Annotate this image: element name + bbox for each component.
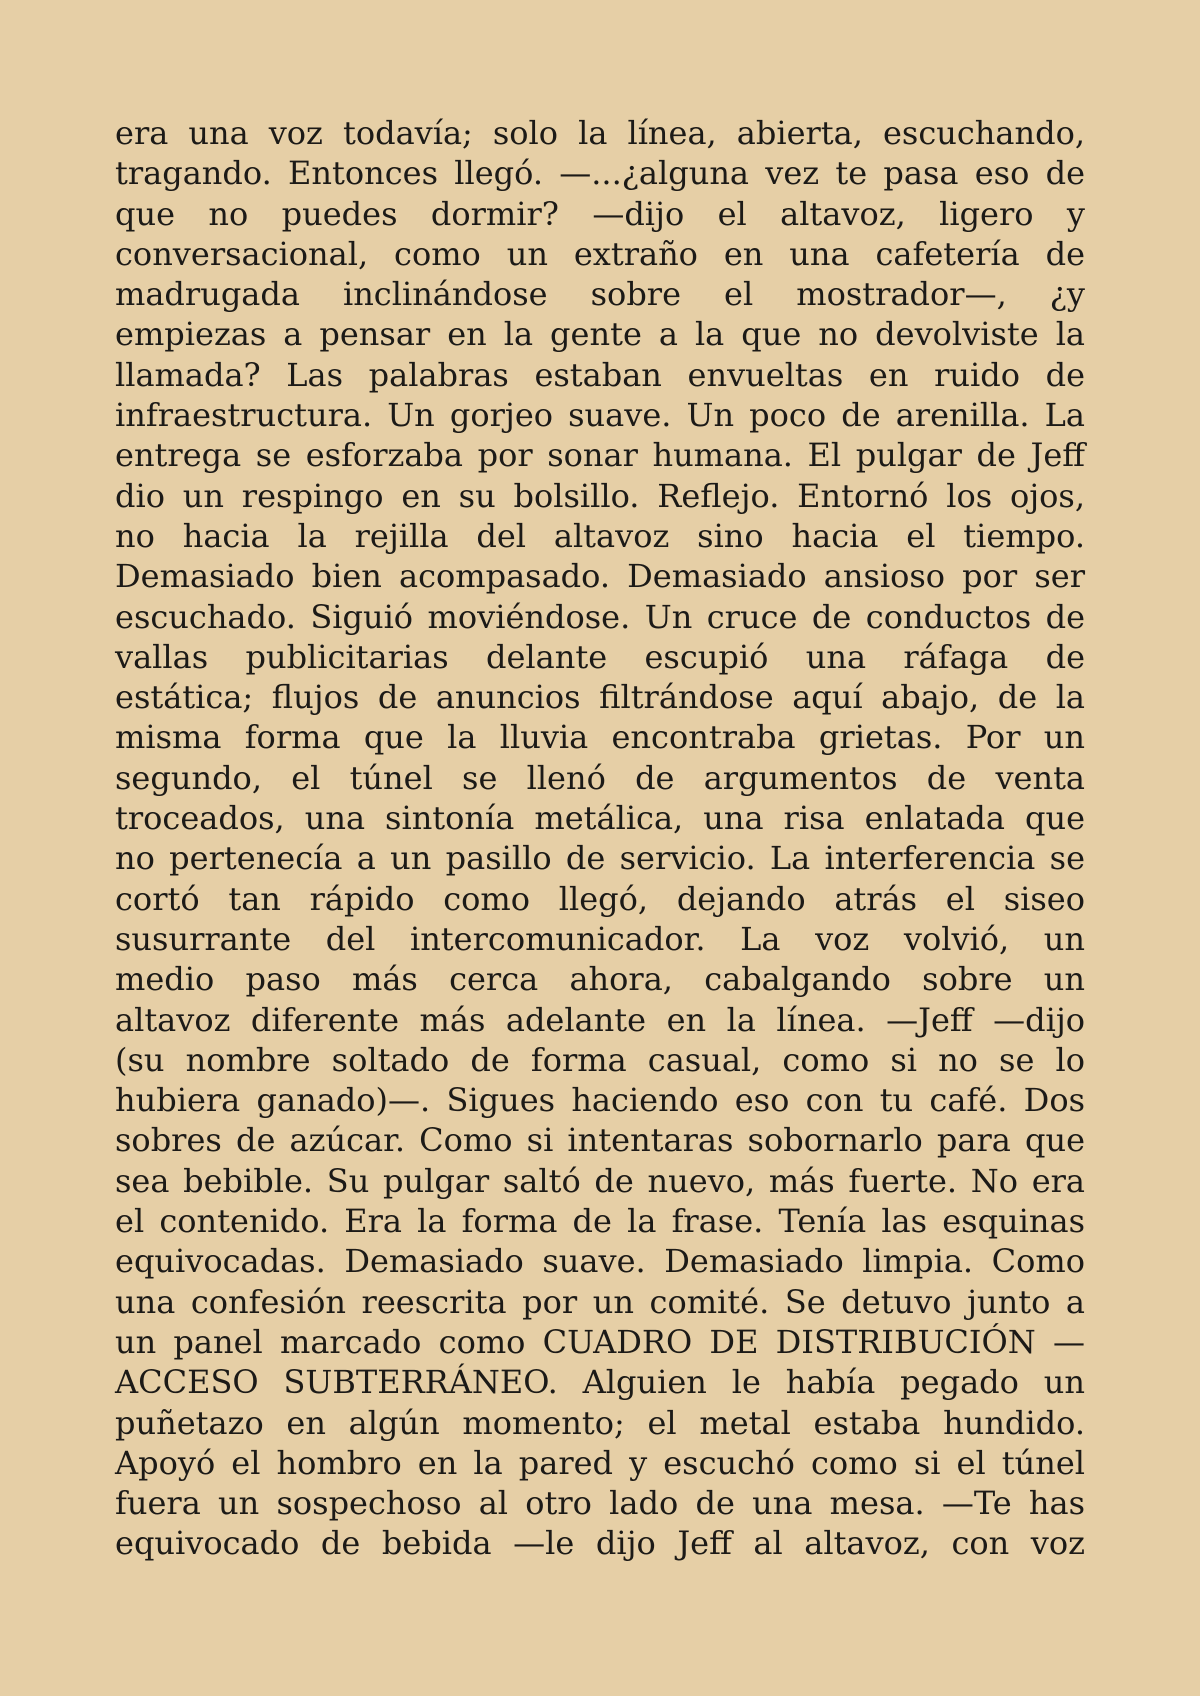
text-line: Demasiado bien acompasado. Demasiado ansioso por ser: [115, 557, 1085, 596]
text-line: el contenido. Era la forma de la frase. Tenía las esquinas: [115, 1202, 1085, 1241]
text-line: dio un respingo en su bolsillo. Reflejo. Entornó los ojos,: [115, 476, 1085, 515]
text-line: escuchado. Siguió moviéndose. Un cruce de conductos de: [115, 597, 1085, 636]
text-line: equivocado de bebida —le dijo Jeff al altavoz, con voz: [115, 1524, 1085, 1563]
text-line: conversacional, como un extraño en una cafetería de: [115, 234, 1085, 273]
text-line: era una voz todavía; solo la línea, abierta, escuchando,: [115, 114, 1085, 152]
text-line: medio paso más cerca ahora, cabalgando sobre un: [115, 960, 1085, 999]
text-line: infraestructura. Un gorjeo suave. Un poco de arenilla. La: [115, 396, 1085, 435]
text-line: segundo, el túnel se llenó de argumentos de venta: [115, 758, 1085, 797]
text-line: no hacia la rejilla del altavoz sino hacia el tiempo.: [115, 516, 1085, 555]
text-line: hubiera ganado)—. Sigues haciendo eso con tu café. Dos: [115, 1081, 1085, 1120]
text-line: vallas publicitarias delante escupió una ráfaga de: [115, 637, 1085, 676]
text-line: sobres de azúcar. Como si intentaras sobornarlo para que: [115, 1121, 1085, 1160]
text-line: fuera un sospechoso al otro lado de una mesa. —Te has: [115, 1484, 1085, 1523]
text-line: troceados, una sintonía metálica, una risa enlatada que: [115, 799, 1085, 838]
text-line: tragando. Entonces llegó. —...¿alguna vez te pasa eso de: [115, 154, 1085, 193]
text-line: cortó tan rápido como llegó, dejando atrás el siseo: [115, 879, 1085, 918]
text-line: misma forma que la lluvia encontraba grietas. Por un: [115, 718, 1085, 757]
text-line: sea bebible. Su pulgar saltó de nuevo, más fuerte. No era: [115, 1161, 1085, 1200]
text-line: una confesión reescrita por un comité. Se detuvo junto a: [115, 1282, 1085, 1321]
text-line: estática; flujos de anuncios filtrándose aquí abajo, de la: [115, 678, 1085, 717]
text-line: altavoz diferente más adelante en la línea. —Jeff —dijo: [115, 1000, 1085, 1039]
body-text: [115, 113, 1085, 1564]
text-line: susurrante del intercomunicador. La voz volvió, un: [115, 919, 1085, 958]
text-line: que no puedes dormir? —dijo el altavoz, ligero y: [115, 194, 1085, 233]
text-line: puñetazo en algún momento; el metal estaba hundido.: [115, 1403, 1085, 1442]
text-line: equivocadas. Demasiado suave. Demasiado limpia. Como: [115, 1242, 1085, 1281]
text-line: ACCESO SUBTERRÁNEO. Alguien le había pegado un: [115, 1363, 1085, 1402]
text-line: no pertenecía a un pasillo de servicio. La interferencia se: [115, 839, 1085, 878]
text-line: un panel marcado como CUADRO DE DISTRIBUCIÓN —: [115, 1322, 1085, 1361]
text-line: madrugada inclinándose sobre el mostrador—, ¿y: [115, 275, 1085, 314]
text-line: llamada? Las palabras estaban envueltas en ruido de: [115, 355, 1085, 394]
text-line: empiezas a pensar en la gente a la que no devolviste la: [115, 315, 1085, 354]
text-line: (su nombre soltado de forma casual, como si no se lo: [115, 1040, 1085, 1079]
text-line: entrega se esforzaba por sonar humana. El pulgar de Jeff: [115, 436, 1085, 475]
text-line: Apoyó el hombro en la pared y escuchó como si el túnel: [115, 1443, 1085, 1482]
